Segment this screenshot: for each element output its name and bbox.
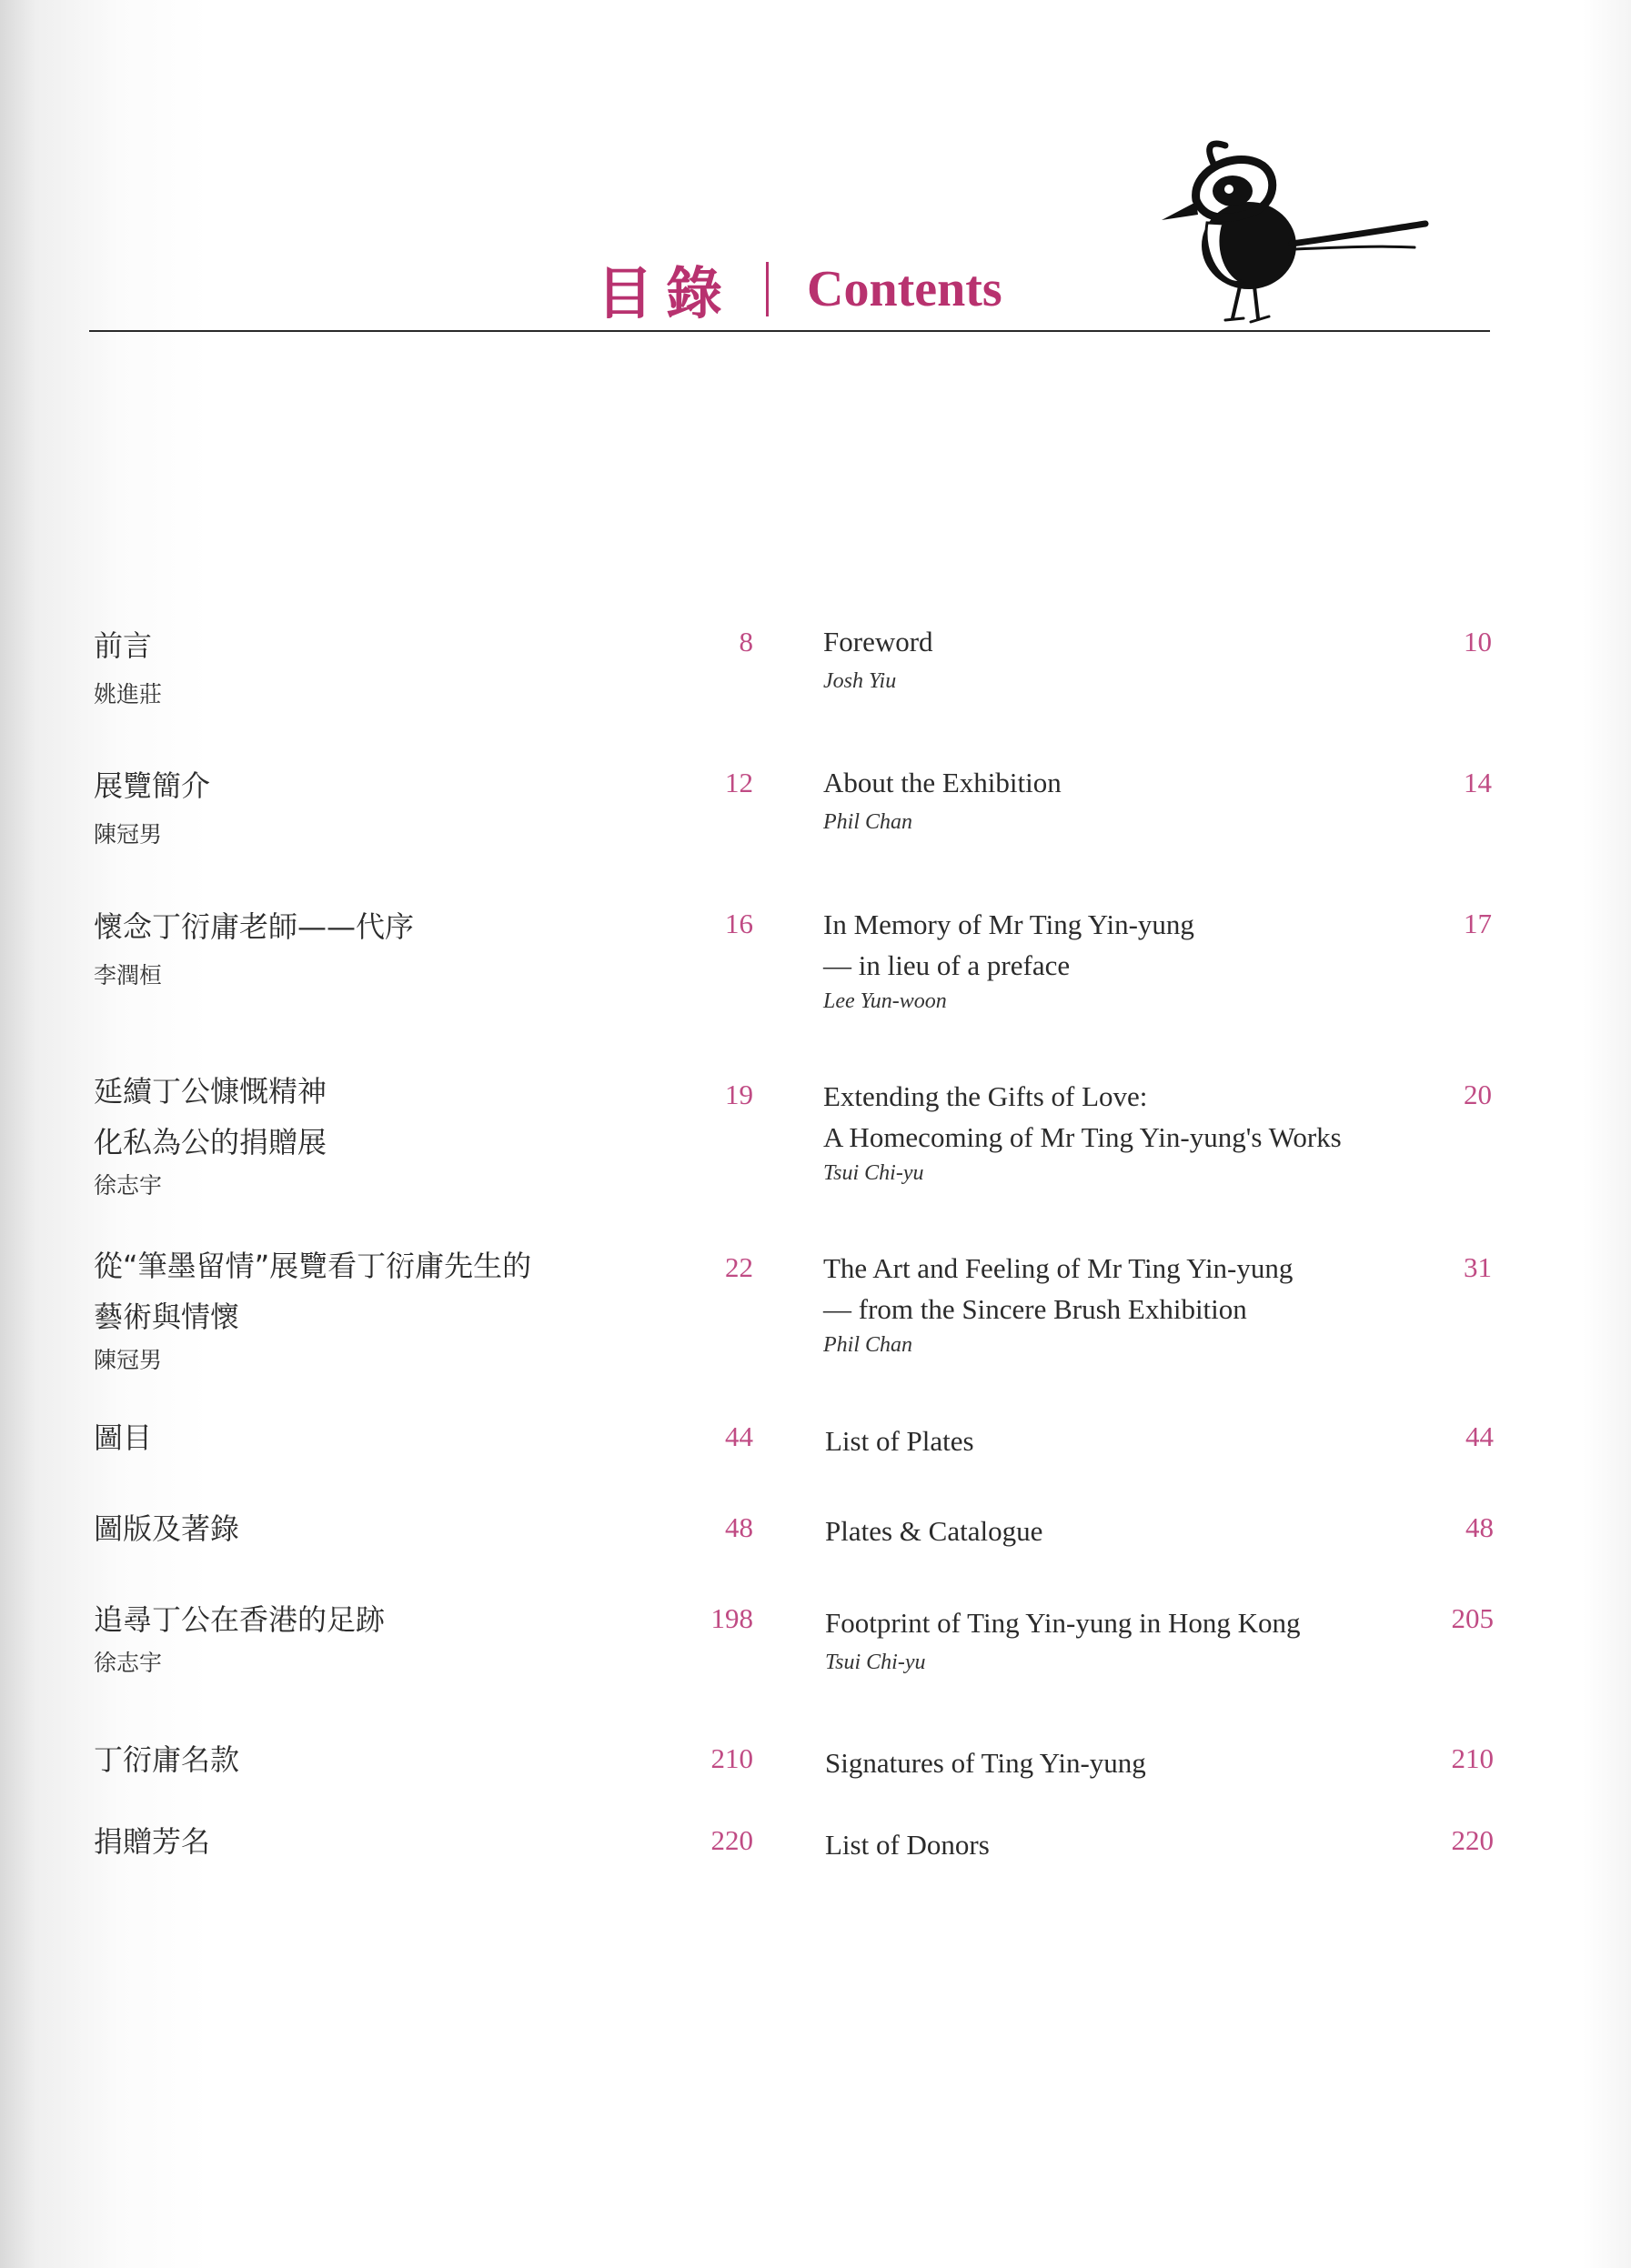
entry-author-en: Lee Yun-woon bbox=[823, 989, 947, 1013]
entry-title-zh: 懷念丁衍庸老師——代序 bbox=[94, 909, 415, 944]
entry-title-en: List of Plates bbox=[825, 1425, 974, 1457]
entry-title-en: Plates & Catalogue bbox=[825, 1515, 1043, 1547]
entry-title-zh: 圖目 bbox=[94, 1420, 153, 1455]
entry-title-en: Foreword bbox=[823, 626, 933, 657]
entry-author-en: Tsui Chi-yu bbox=[825, 1651, 926, 1674]
title-english: Contents bbox=[807, 260, 1002, 317]
entry-title-zh: 延續丁公慷慨精神 bbox=[94, 1074, 327, 1109]
entry-title-zh-line2: 化私為公的捐贈展 bbox=[94, 1125, 327, 1159]
toc-entry-zh[interactable] bbox=[94, 1734, 239, 1785]
entry-author-en: Josh Yiu bbox=[823, 669, 897, 693]
page-number-zh: 16 bbox=[725, 908, 753, 939]
page-number-zh: 220 bbox=[710, 1824, 753, 1856]
entry-author-zh: 徐志宇 bbox=[94, 1650, 163, 1676]
entry-title-zh: 從“筆墨留情”展覽看丁衍庸先生的 bbox=[94, 1249, 532, 1283]
toc-entry-en[interactable] bbox=[823, 1248, 1293, 1360]
entry-title-en: Footprint of Ting Yin-yung in Hong Kong bbox=[825, 1607, 1301, 1639]
entry-title-zh: 捐贈芳名 bbox=[94, 1824, 211, 1859]
toc-entry-en[interactable] bbox=[825, 1824, 990, 1865]
entry-author-zh: 李潤桓 bbox=[94, 962, 163, 988]
entry-title-en: About the Exhibition bbox=[823, 767, 1062, 798]
entry-title-en: List of Donors bbox=[825, 1829, 990, 1861]
page-number-en: 17 bbox=[1464, 908, 1492, 939]
entry-author-zh: 姚進莊 bbox=[94, 681, 163, 707]
page-number-en: 20 bbox=[1464, 1079, 1492, 1110]
entry-title-en-line2: — in lieu of a preface bbox=[823, 949, 1071, 981]
page-number-en: 10 bbox=[1464, 626, 1492, 657]
entry-title-en: The Art and Feeling of Mr Ting Yin-yung bbox=[823, 1252, 1294, 1284]
entry-author-zh: 徐志宇 bbox=[94, 1172, 163, 1199]
toc-entry-zh[interactable] bbox=[94, 901, 414, 994]
toc-entry-en[interactable] bbox=[823, 904, 1194, 1017]
entry-title-zh: 丁衍庸名款 bbox=[94, 1742, 240, 1777]
entry-author-zh: 陳冠男 bbox=[94, 821, 163, 848]
page-number-en: 210 bbox=[1451, 1742, 1494, 1774]
toc-entry-zh[interactable] bbox=[94, 1816, 210, 1867]
toc-entry-zh[interactable] bbox=[94, 760, 210, 853]
entry-title-en: Signatures of Ting Yin-yung bbox=[825, 1747, 1146, 1779]
entry-title-en: In Memory of Mr Ting Yin-yung bbox=[823, 908, 1194, 940]
page-number-en: 220 bbox=[1451, 1824, 1494, 1856]
toc-entry-en[interactable] bbox=[825, 1742, 1146, 1783]
entry-author-en: Tsui Chi-yu bbox=[823, 1161, 924, 1185]
entry-title-en-line2: — from the Sincere Brush Exhibition bbox=[823, 1293, 1247, 1325]
entry-title-zh: 追尋丁公在香港的足跡 bbox=[94, 1602, 386, 1637]
page-number-zh: 48 bbox=[725, 1511, 753, 1543]
entry-title-zh-line2: 藝術與情懷 bbox=[94, 1300, 240, 1334]
header-rule bbox=[89, 330, 1490, 332]
page-number-en: 48 bbox=[1465, 1511, 1494, 1543]
page-number-en: 31 bbox=[1464, 1251, 1492, 1283]
toc-entry-zh[interactable] bbox=[94, 1503, 239, 1554]
page-number-zh: 44 bbox=[725, 1420, 753, 1452]
page-number-en: 205 bbox=[1451, 1602, 1494, 1634]
entry-title-en-line2: A Homecoming of Mr Ting Yin-yung's Works bbox=[823, 1121, 1342, 1153]
entry-author-en: Phil Chan bbox=[823, 1333, 913, 1357]
toc-entry-zh[interactable] bbox=[94, 1066, 327, 1204]
page-number-zh: 22 bbox=[725, 1251, 753, 1283]
page-number-zh: 19 bbox=[725, 1079, 753, 1110]
page-number-zh: 198 bbox=[710, 1602, 753, 1634]
toc-entry-zh[interactable] bbox=[94, 1240, 531, 1379]
entry-author-en: Phil Chan bbox=[823, 810, 913, 834]
entry-title-en: Extending the Gifts of Love: bbox=[823, 1080, 1148, 1112]
toc-entry-en[interactable] bbox=[825, 1510, 1042, 1551]
entry-title-zh: 展覽簡介 bbox=[94, 768, 211, 803]
page-number-en: 44 bbox=[1465, 1420, 1494, 1452]
page-number-zh: 210 bbox=[710, 1742, 753, 1774]
entry-title-zh: 前言 bbox=[94, 628, 153, 663]
toc-entry-en[interactable] bbox=[823, 762, 1062, 838]
toc-entry-zh[interactable] bbox=[94, 1412, 152, 1463]
toc-entry-en[interactable] bbox=[825, 1420, 974, 1461]
entry-title-zh: 圖版及著錄 bbox=[94, 1511, 240, 1546]
title-separator bbox=[766, 262, 769, 316]
ink-bird-icon bbox=[1142, 136, 1433, 336]
page-number-zh: 8 bbox=[739, 626, 753, 657]
title-chinese: 目錄 bbox=[597, 260, 736, 326]
toc-entry-en[interactable] bbox=[823, 621, 933, 697]
toc-entry-zh[interactable] bbox=[94, 1594, 385, 1681]
page-number-en: 14 bbox=[1464, 767, 1492, 798]
toc-entry-zh[interactable] bbox=[94, 620, 162, 713]
toc-entry-en[interactable] bbox=[825, 1602, 1300, 1678]
toc-entry-en[interactable] bbox=[823, 1076, 1342, 1189]
page-title bbox=[597, 250, 1002, 327]
page-number-zh: 12 bbox=[725, 767, 753, 798]
entry-author-zh: 陳冠男 bbox=[94, 1347, 163, 1373]
